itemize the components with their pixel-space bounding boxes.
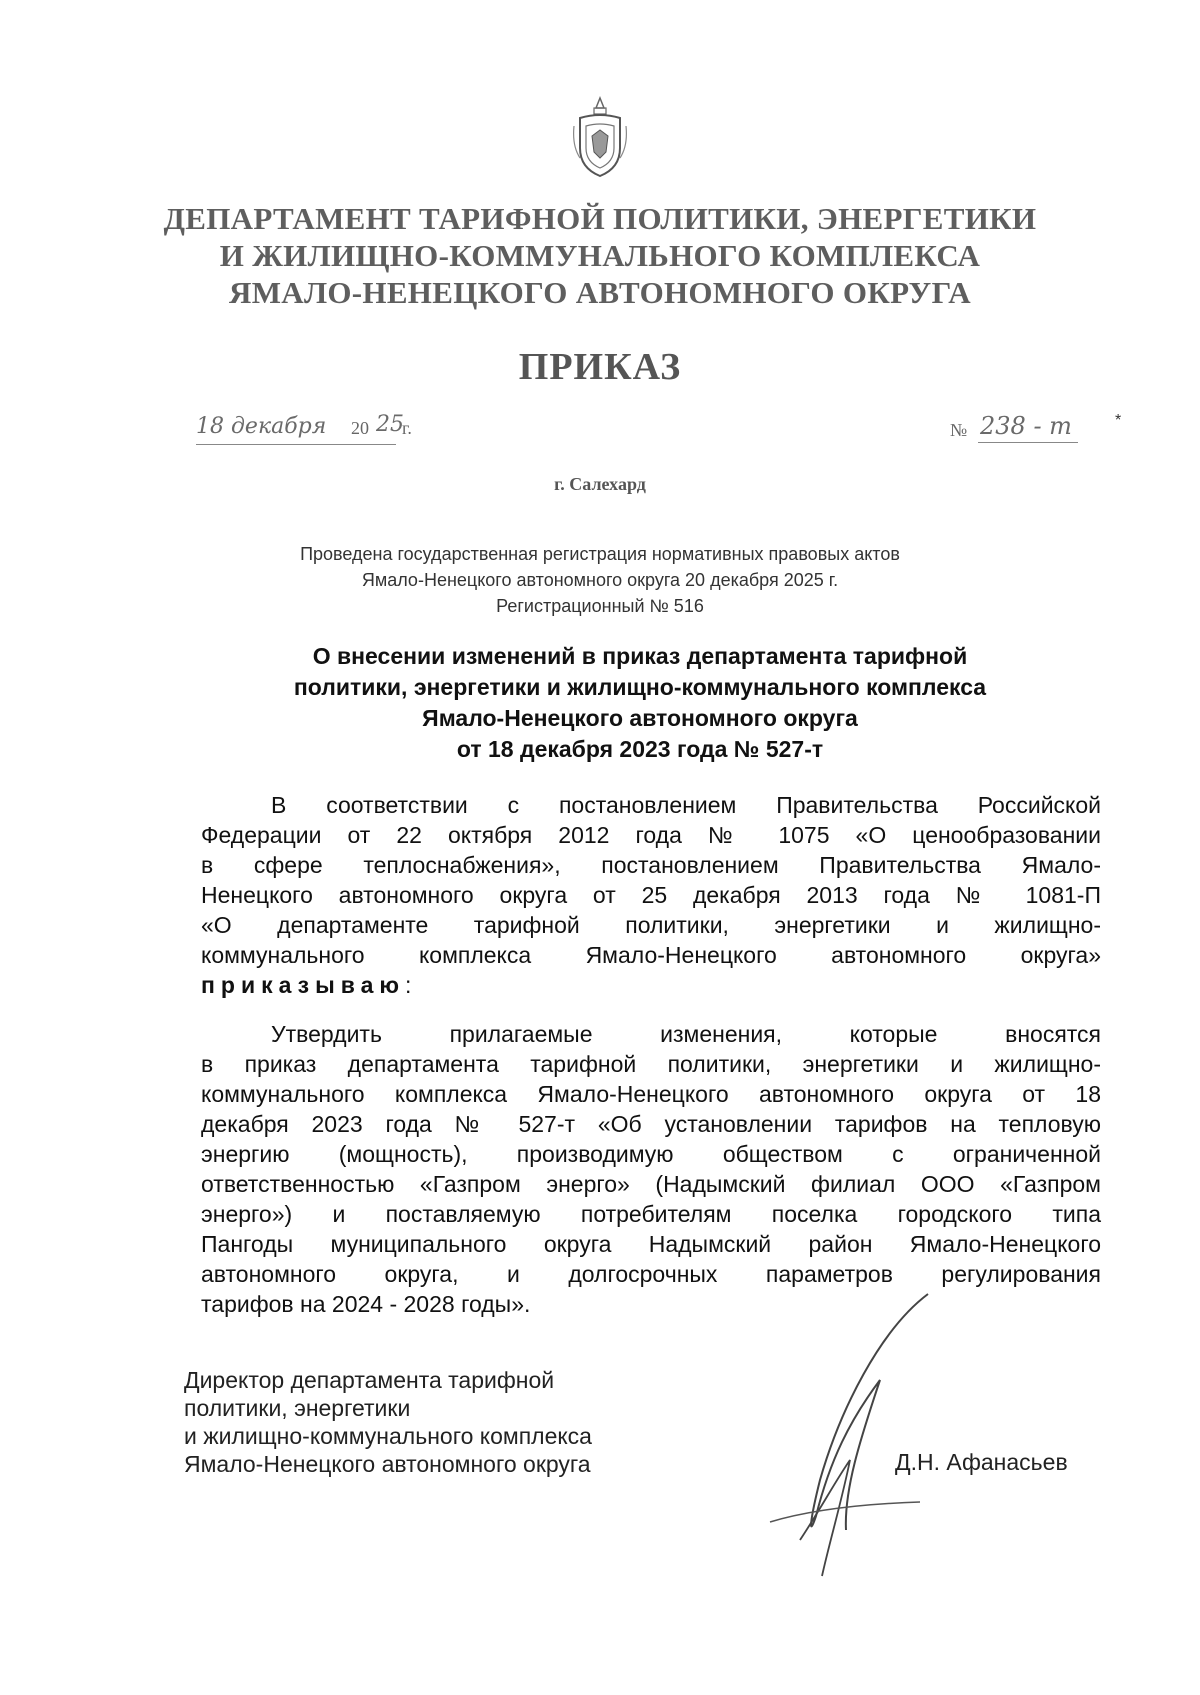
registration-line-3: Регистрационный № 516: [496, 596, 704, 616]
handwritten-number: 238 - т: [980, 412, 1072, 440]
preamble-line-3: в сфере теплоснабжения», постановлением Правительства Ямало-: [201, 852, 1101, 878]
body-line-5: энергию (мощность), производимую обществом с ограниченной: [201, 1141, 1101, 1167]
year-suffix: г.: [402, 418, 412, 438]
order-number: [950, 414, 1100, 454]
body-line-3: коммунального комплекса Ямало-Ненецкого автономного округа от 18: [201, 1081, 1101, 1107]
number-prefix: №: [950, 420, 968, 440]
order-title-line-3: Ямало-Ненецкого автономного округа: [422, 705, 858, 731]
body-line-1: Утвердить прилагаемые изменения, которые вносятся: [271, 1021, 1101, 1047]
handwritten-day-month: 18 декабря: [196, 414, 327, 439]
city-line: г. Салехард: [554, 474, 646, 494]
preamble-line-2: Федерации от 22 октября 2012 года № 1075 «О ценообразовании: [201, 822, 1101, 848]
body-line-10: тарифов на 2024 - 2028 годы».: [201, 1291, 531, 1317]
registration-line-2: Ямало-Ненецкого автономного округа 20 декабря 2025 г.: [361, 570, 839, 590]
preamble-line-7: [201, 970, 1101, 1000]
body-line-4: декабря 2023 года № 527-т «Об установлении тарифов на тепловую: [201, 1111, 1101, 1137]
preamble-line-1: В соответствии с постановлением Правительства Российской: [271, 792, 1101, 818]
department-name-line-2: И ЖИЛИЩНО-КОММУНАЛЬНОГО КОМПЛЕКСА: [219, 238, 981, 273]
date-underline: [196, 444, 396, 445]
preamble-line-5: «О департаменте тарифной политики, энергетики и жилищно-: [201, 912, 1101, 938]
order-title-line-1: О внесении изменений в приказ департамента тарифной: [312, 643, 968, 669]
order-title-line-4: от 18 декабря 2023 года № 527-т: [456, 736, 824, 762]
body-line-9: автономного округа, и долгосрочных параметров регулирования: [201, 1261, 1101, 1287]
signer-title-line-4: Ямало-Ненецкого автономного округа: [184, 1451, 591, 1477]
number-mark: *: [1115, 412, 1122, 429]
body-line-8: Пангоды муниципального округа Надымский район Ямало-Ненецкого: [201, 1231, 1101, 1257]
number-underline: [978, 442, 1078, 443]
coat-of-arms-icon: [570, 96, 630, 178]
preamble-line-4: Ненецкого автономного округа от 25 декабря 2013 года № 1081-П: [201, 882, 1101, 908]
department-name-line-3: ЯМАЛО-НЕНЕЦКОГО АВТОНОМНОГО ОКРУГА: [229, 275, 971, 310]
preamble-line-6: коммунального комплекса Ямало-Ненецкого автономного округа»: [201, 942, 1101, 968]
order-title-line-2: политики, энергетики и жилищно-коммунального комплекса: [293, 674, 987, 700]
order-date: [196, 414, 446, 464]
document-type-title: ПРИКАЗ: [518, 346, 682, 388]
registration-line-1: Проведена государственная регистрация нормативных правовых актов: [300, 544, 900, 564]
department-name-line-1: ДЕПАРТАМЕНТ ТАРИФНОЙ ПОЛИТИКИ, ЭНЕРГЕТИКИ: [163, 201, 1037, 236]
handwritten-year: 25: [376, 412, 404, 437]
signer-title-line-1: Директор департамента тарифной: [184, 1367, 555, 1393]
year-prefix: 20: [351, 418, 369, 438]
body-line-7: энерго») и поставляемую потребителям поселка городского типа: [201, 1201, 1101, 1227]
body-line-6: ответственностью «Газпром энерго» (Надымский филиал ООО «Газпром: [201, 1171, 1101, 1197]
signer-title-line-3: и жилищно-коммунального комплекса: [184, 1423, 592, 1449]
signer-title-line-2: политики, энергетики: [184, 1395, 411, 1421]
body-line-2: в приказ департамента тарифной политики, энергетики и жилищно-: [201, 1051, 1101, 1077]
order-word: приказываю: [201, 972, 406, 998]
handwritten-signature: [760, 1290, 960, 1580]
signer-name: Д.Н. Афанасьев: [895, 1449, 1068, 1475]
order-colon: :: [405, 972, 412, 998]
